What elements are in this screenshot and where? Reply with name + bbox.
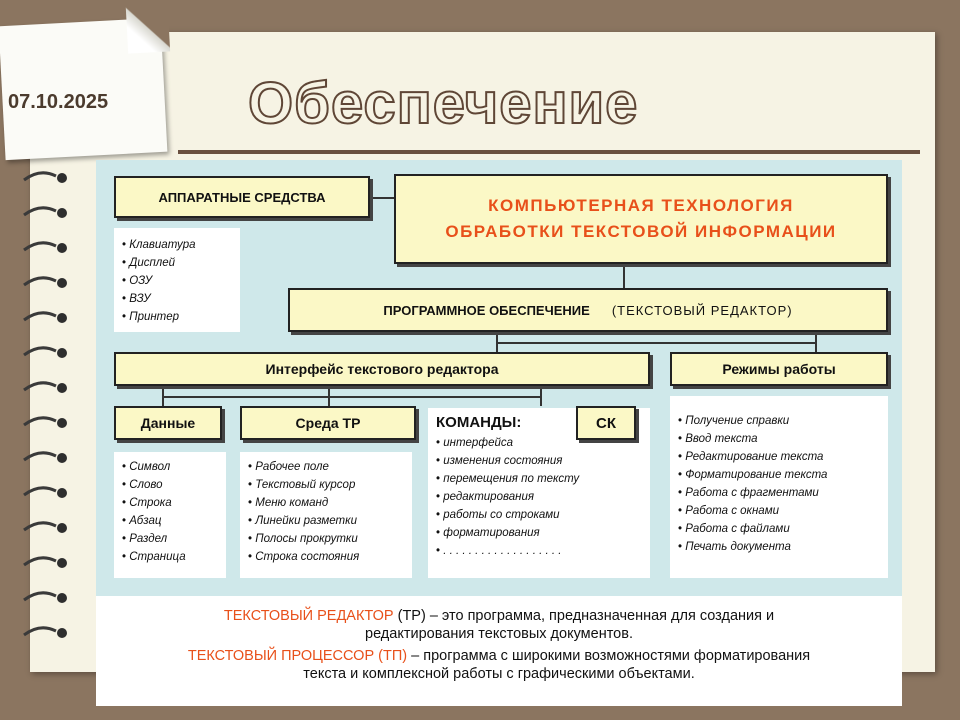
mode-item: • Работа с фрагментами <box>678 484 880 502</box>
hardware-item: • Дисплей <box>122 254 232 272</box>
data-item: • Страница <box>122 548 218 566</box>
hardware-item: • ОЗУ <box>122 272 232 290</box>
env-item: • Рабочее поле <box>248 458 404 476</box>
definition-1-text: – это программа, предназначенная для создания и <box>429 608 775 624</box>
spiral-ring-icon <box>22 306 72 328</box>
hardware-panel <box>114 228 240 332</box>
term-text-editor-abbr: (ТР) <box>397 608 426 624</box>
mode-item: • Редактирование текста <box>678 448 880 466</box>
mode-item: • Печать документа <box>678 538 880 556</box>
tech-title-line1: КОМПЬЮТЕРНАЯ ТЕХНОЛОГИЯ <box>488 196 794 215</box>
connector-tech-software <box>623 264 625 290</box>
mode-item: • Работа с файлами <box>678 520 880 538</box>
data-item: • Раздел <box>122 530 218 548</box>
environment-panel <box>240 452 412 578</box>
data-box: Данные <box>114 406 222 440</box>
tech-title-line2: ОБРАБОТКИ ТЕКСТОВОЙ ИНФОРМАЦИИ <box>445 222 837 241</box>
env-item: • Строка состояния <box>248 548 404 566</box>
interface-box: Интерфейс текстового редактора <box>114 352 650 386</box>
command-item: • форматирования <box>436 524 642 542</box>
command-item: • перемещения по тексту <box>436 470 642 488</box>
term-text-processor: ТЕКСТОВЫЙ ПРОЦЕССОР (ТП) <box>187 648 408 664</box>
definition-2-line2: текста и комплексной работы с графическими объектами. <box>303 666 695 682</box>
definition-1-line1 <box>96 607 902 625</box>
connector-hardware-tech <box>370 197 396 199</box>
hardware-item: • Принтер <box>122 308 232 326</box>
spiral-ring-icon <box>22 411 72 433</box>
commands-list <box>436 434 642 560</box>
spiral-ring-icon <box>22 341 72 363</box>
software-subtitle: (ТЕКСТОВЫЙ РЕДАКТОР) <box>611 302 793 318</box>
connector-software-split <box>496 342 817 344</box>
definition-2-line1 <box>96 647 902 665</box>
spiral-ring-icon <box>22 516 72 538</box>
command-item: • изменения состояния <box>436 452 642 470</box>
hardware-box: АППАРАТНЫЕ СРЕДСТВА <box>114 176 370 218</box>
hardware-list <box>122 236 232 326</box>
spiral-ring-icon <box>22 481 72 503</box>
env-item: • Линейки разметки <box>248 512 404 530</box>
mode-item: • Форматирование текста <box>678 466 880 484</box>
env-item: • Меню команд <box>248 494 404 512</box>
spiral-ring-icon <box>22 621 72 643</box>
environment-list <box>248 458 404 566</box>
definition-2-text: – программа с широкими возможностями форматирования <box>411 648 811 664</box>
spiral-ring-icon <box>22 201 72 223</box>
hardware-item: • ВЗУ <box>122 290 232 308</box>
data-item: • Строка <box>122 494 218 512</box>
mode-item: • Ввод текста <box>678 430 880 448</box>
mode-item: • Работа с окнами <box>678 502 880 520</box>
env-item: • Полосы прокрутки <box>248 530 404 548</box>
command-item: • . . . . . . . . . . . . . . . . . . . <box>436 542 642 560</box>
env-item: • Текстовый курсор <box>248 476 404 494</box>
definitions-panel <box>96 596 902 706</box>
spiral-ring-icon <box>22 586 72 608</box>
definition-1-line2: редактирования текстовых документов. <box>365 626 633 642</box>
spiral-ring-icon <box>22 376 72 398</box>
term-text-editor: ТЕКСТОВЫЙ РЕДАКТОР <box>223 608 394 624</box>
commands-title: КОМАНДЫ: <box>436 414 522 431</box>
page-curl <box>126 3 170 53</box>
modes-panel <box>670 396 888 578</box>
command-item: • работы со строками <box>436 506 642 524</box>
page-title: Обеспечение <box>248 71 639 136</box>
modes-list <box>678 412 880 556</box>
date-label: 07.10.2025 <box>8 91 109 113</box>
spiral-ring-icon <box>22 551 72 573</box>
spiral-ring-icon <box>22 236 72 258</box>
command-item: • интерфейса <box>436 434 642 452</box>
hardware-item: • Клавиатура <box>122 236 232 254</box>
software-title: ПРОГРАММНОЕ ОБЕСПЕЧЕНИЕ <box>383 302 590 318</box>
title-underline <box>178 150 920 154</box>
diagram-area <box>96 160 902 596</box>
spiral-ring-icon <box>22 271 72 293</box>
command-item: • редактирования <box>436 488 642 506</box>
data-item: • Абзац <box>122 512 218 530</box>
data-item: • Слово <box>122 476 218 494</box>
software-box <box>288 288 888 332</box>
data-item: • Символ <box>122 458 218 476</box>
data-list <box>122 458 218 566</box>
data-panel <box>114 452 226 578</box>
date-card <box>0 18 167 160</box>
spiral-ring-icon <box>22 166 72 188</box>
environment-box: Среда ТР <box>240 406 416 440</box>
sk-box: СК <box>576 406 636 440</box>
connector-interface-split <box>162 396 542 398</box>
tech-box <box>394 174 888 264</box>
spiral-ring-icon <box>22 446 72 468</box>
modes-box: Режимы работы <box>670 352 888 386</box>
mode-item: • Получение справки <box>678 412 880 430</box>
